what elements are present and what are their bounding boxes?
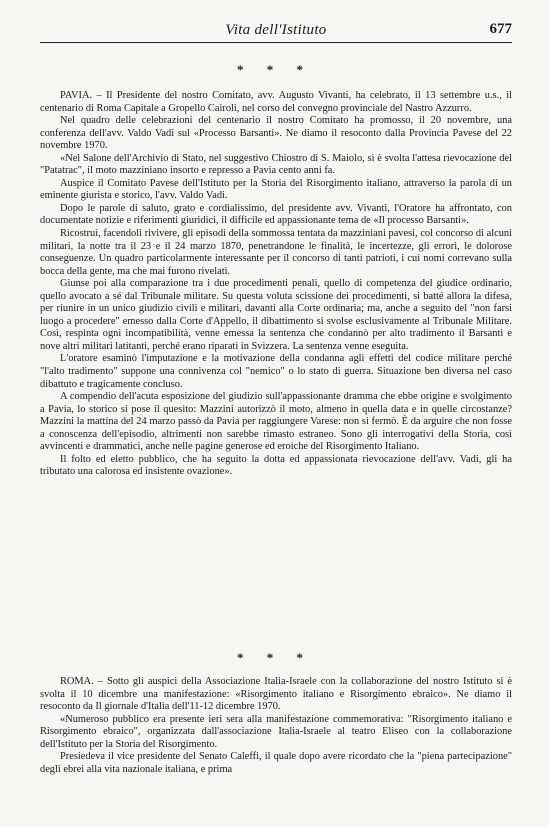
- paragraph: Nel quadro delle celebrazioni del centenario il nostro Comitato ha promosso, il 20 novembre, una conferenza dell'avv. Valdo Vadi sul «Processo Barsanti». Ne diamo il resoconto dalla Provincia Pavese del 22 novembre 1970.: [40, 115, 512, 152]
- running-header: [40, 20, 512, 43]
- paragraph: Auspice il Comitato Pavese dell'Istituto per la Storia del Risorgimento italiano, attraverso la parola di un eminente giurista e storico, l'avv. Valdo Vadi.: [40, 177, 512, 202]
- paragraph: Ricostruì, facendoli rivivere, gli episodi della sommossa tentata da mazziniani pavesi, col concorso di alcuni militari, la notte tra il 23 e il 24 marzo 1870, penetrandone le finalità, le incertezze, gli errori, le dolorose conseguenze. Un quadro particolarmente interessante per il concorso di tanti patrioti, i cui nomi correvano sulla bocca della gente, ma che mai furono rivelati.: [40, 228, 512, 277]
- paragraph: «Numeroso pubblico era presente ieri sera alla manifestazione commemorativa: "Risorgimento italiano e Risorgimento ebraico", organizzata dall'associazione Italia-Israele al teatro Eliseo con la collaborazione dell'Istituto per la Storia del Risorgimento.: [40, 713, 512, 750]
- page-number: 677: [489, 21, 512, 37]
- paragraph: Dopo le parole di saluto, grato e cordialissimo, del presidente avv. Vivanti, l'Oratore ha affrontato, con documentate notizie e riferimenti giuridici, il difficile ed appassionante tema de «Il processo Barsanti».: [40, 202, 512, 227]
- paragraph: Il folto ed eletto pubblico, che ha seguito la dotta ed appassionata rievocazione dell'avv. Vadi, gli ha tributato una calorosa ed insistente ovazione».: [40, 453, 512, 478]
- paragraph: A compendio dell'acuta esposizione del giudizio sull'appassionante dramma che ebbe origine e svolgimento a Pavia, lo storico si pose il quesito: Mazzini autorizzò il moto, almeno in quella data e in quelle circostanze? Mazzini la mattina del 24 marzo passò da Pavia per raggiungere Varese: non si fermò. È da arguire che non fosse a conoscenza dell'episodio, altrimenti non sarebbe rimasto estraneo. Sono gli interrogativi della Storia, così avvincenti e drammatici, anche nelle pagine generose ed eroiche del Risorgimento Italiano.: [40, 391, 512, 453]
- paragraph: ROMA. – Sotto gli auspici della Associazione Italia-Israele con la collaborazione del nostro Istituto si è svolta il 10 dicembre una manifestazione: «Risorgimento italiano e Risorgimento ebraico». Ne diamo il resoconto da Il giornale d'Italia dell'11-12 dicembre 1970.: [40, 676, 512, 713]
- section-separator: * * *: [237, 650, 313, 665]
- paragraph: L'oratore esaminò l'imputazione e la motivazione della condanna agli effetti del codice militare perché "l'alto tradimento" suppone una connivenza col "nemico" o lo stato di guerra. Situazione ben diversa nel caso dibattuto e tragicamente concluso.: [40, 353, 512, 390]
- section-roma: [40, 676, 512, 776]
- paragraph: PAVIA. – Il Presidente del nostro Comitato, avv. Augusto Vivanti, ha celebrato, il 13 settembre u.s., il centenario di Roma Capitale a Gropello Cairoli, nel corso del convegno provinciale del Nastro Azzurro.: [40, 90, 512, 114]
- running-title: Vita dell'Istituto: [225, 22, 327, 38]
- section-pavia: [40, 90, 512, 479]
- paragraph: Giunse poi alla comparazione tra i due procedimenti penali, quello di competenza del giudice ordinario, quello avocato a sé dal Tribunale militare. Su questa voluta scissione dei procedimenti, si batté allora la difesa, per riunire in un unico giudizio civili e militari, davanti alla Corte ordinaria; ma, anche a seguito del "non farsi luogo a procedere" emesso dalla Corte d'Appello, il dibattimento si svolse esclusivamente al Tribunale Militare. Così, respinta ogni incompatibilità, venne emessa la sentenza che condannò per alto tradimento il Barsanti e nove altri militari latitanti, perché erano riparati in Svizzera. La sentenza venne eseguita.: [40, 278, 512, 352]
- section-separator: * * *: [237, 62, 313, 77]
- paragraph: Presiedeva il vice presidente del Senato Caleffi, il quale dopo avere ricordato che la "piena partecipazione" degli ebrei alla vita nazionale italiana, e prima: [40, 751, 512, 775]
- paragraph: «Nel Salone dell'Archivio di Stato, nel suggestivo Chiostro di S. Maiolo, si è svolta l'attesa rievocazione del "Patatrac", il moto mazziniano insorto e represso a Pavia cento anni fa.: [40, 152, 512, 177]
